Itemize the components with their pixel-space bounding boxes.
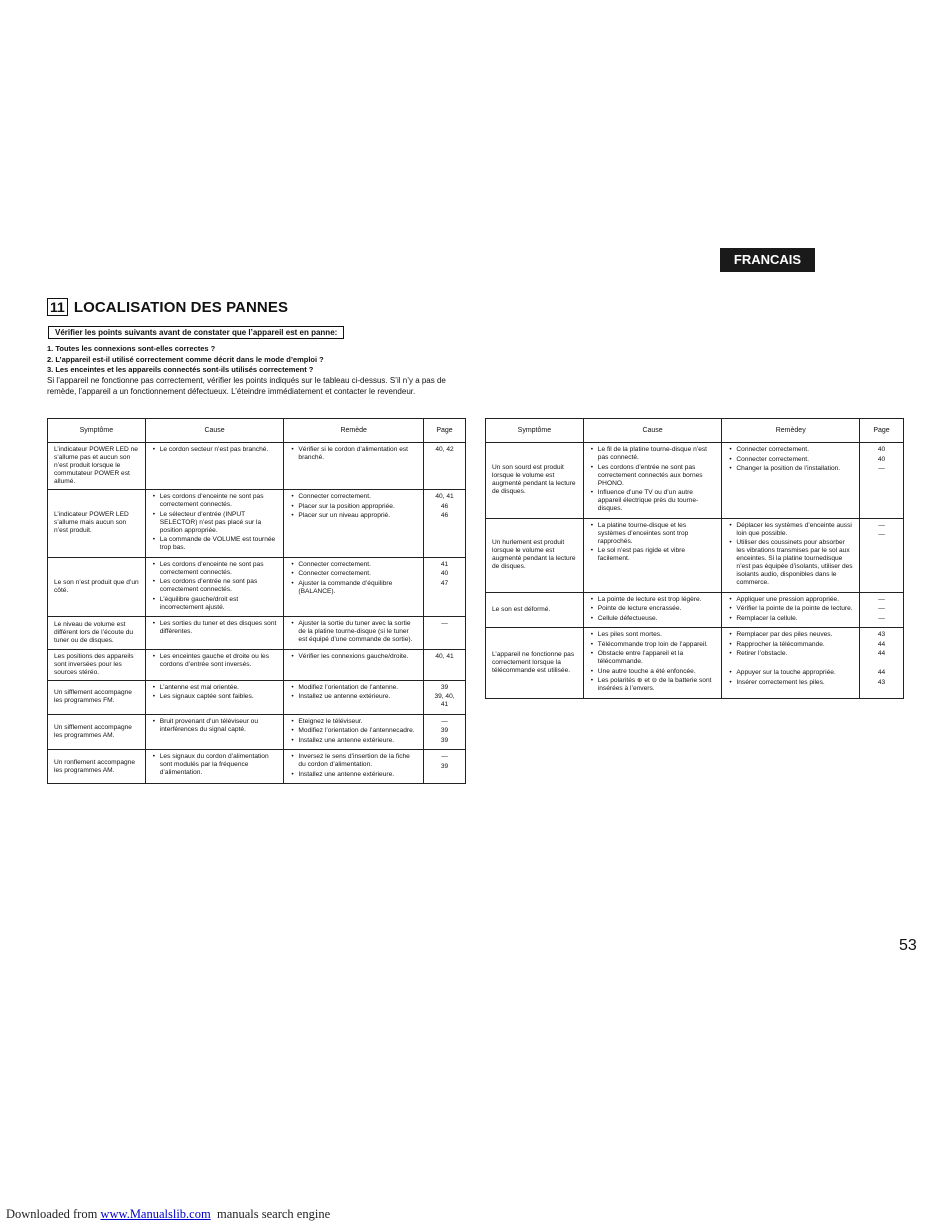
cause-item: • Obstacle entre l’appareil et la télécommande. <box>598 650 716 666</box>
page-cell <box>424 680 466 714</box>
cause-item: • Les piles sont mortes. <box>598 631 716 639</box>
cause-cell <box>145 750 284 784</box>
symptom-cell: Le son n’est produit que d’un côté. <box>48 557 146 617</box>
page-ref: 39 <box>440 683 449 691</box>
page-ref: — <box>878 521 885 529</box>
remedy-item: • Vérifier si le cordon d’alimentation est branché. <box>298 446 417 462</box>
section-number: 11 <box>47 298 68 316</box>
remedy-cell <box>722 592 860 628</box>
table-row <box>48 649 466 680</box>
header-symptom: Symptôme <box>486 419 584 443</box>
section-heading <box>47 298 288 316</box>
page-cell <box>424 649 466 680</box>
symptom-cell: Un hurlement est produit lorsque le volume est augmenté pendant la lecture de disques. <box>486 518 584 592</box>
remedy-item: • Déplacer les systèmes d’enceinte aussi loin que possible. <box>736 522 853 538</box>
remedy-item: • Connecter correctement. <box>298 493 417 501</box>
page-ref: — <box>441 753 448 760</box>
cause-item: • Les polarités ⊕ et ⊖ de la batterie sont insérées à l’envers. <box>598 677 716 693</box>
table-row <box>48 680 466 714</box>
remedy-cell <box>722 443 860 519</box>
remedy-item: • Ajuster la sortie du tuner avec la sortie de la platine tourne-disque (si le tuner est équipé d’une commande de sortie). <box>298 620 417 644</box>
checklist-item: 1. Toutes les connexions sont-elles correctes ? <box>47 344 216 353</box>
header-cause: Cause <box>583 419 722 443</box>
remedy-cell <box>284 490 424 558</box>
cause-item: • Les cordons d’entrée ne sont pas correctement connectés aux bornes PHONO. <box>598 464 716 488</box>
remedy-item: • Modifiez l’orientation de l’antennecadre. <box>298 727 417 735</box>
cause-cell <box>145 443 284 490</box>
remedy-item: • Changer la position de l’installation. <box>736 465 853 473</box>
page-ref: 40 <box>877 446 886 453</box>
page-ref: 39 <box>440 762 449 770</box>
table-row <box>48 490 466 558</box>
page-ref: — <box>878 595 885 603</box>
symptom-cell: Un sifflement accompagne les programmes FM. <box>48 680 146 714</box>
cause-item: • Pointe de lecture encrassée. <box>598 605 716 613</box>
symptom-cell: Un ronflement accompagne les programmes AM. <box>48 750 146 784</box>
page-cell <box>424 557 466 617</box>
page-ref <box>866 660 897 668</box>
page-ref: 41 <box>440 560 449 568</box>
checklist-item: 3. Les enceintes et les appareils connectés sont-ils utilisés correctement ? <box>47 365 314 374</box>
remedy-item: • Remplacer la cellule. <box>736 615 853 623</box>
cause-item: • Cellule défectueuse. <box>598 615 716 623</box>
cause-item: • Le fil de la platine tourne-disque n’est pas connecté. <box>598 446 716 462</box>
symptom-cell: Un son sourd est produit lorsque le volume est augmenté pendant la lecture de disques. <box>486 443 584 519</box>
symptom-cell: L’indicateur POWER LED ne s’allume pas et aucun son n’est produit lorsque le commutateur POWER est allumé. <box>48 443 146 490</box>
page-ref: — <box>878 614 885 622</box>
footer <box>6 1207 330 1222</box>
page-cell <box>424 714 466 750</box>
header-remedy: Remède <box>284 419 424 443</box>
page-number: 53 <box>899 937 917 954</box>
table-row <box>48 443 466 490</box>
page-ref: 43 <box>877 678 886 686</box>
remedy-item: • Eteignez le téléviseur. <box>298 718 417 726</box>
page-cell <box>424 750 466 784</box>
remedy-item: • Appuyer sur la touche appropriée. <box>736 669 853 677</box>
page-ref: — <box>878 605 885 612</box>
cause-cell <box>145 714 284 750</box>
remedy-cell <box>284 680 424 714</box>
page-ref: 40, 42 <box>435 446 454 453</box>
cause-cell <box>145 490 284 558</box>
remedy-item: • Installez une antenne extérieure. <box>298 771 417 779</box>
page-ref: 40, 41 <box>435 652 454 660</box>
symptom-cell: Un sifflement accompagne les programmes AM. <box>48 714 146 750</box>
table-row <box>486 518 904 592</box>
symptom-cell: Le niveau de volume est différent lors de l’écoute du tuner ou de disques. <box>48 617 146 650</box>
cause-cell <box>583 518 722 592</box>
cause-item: • L’équilibre gauche/droit est incorrectement ajusté. <box>160 596 278 612</box>
table-row <box>48 617 466 650</box>
cause-item: • Influence d’une TV ou d’un autre appareil électrique près du tourne-disques. <box>598 489 716 513</box>
page-ref: 39, 40, 41 <box>434 693 455 708</box>
header-symptom: Symptôme <box>48 419 146 443</box>
footer-suffix: manuals search engine <box>210 1207 331 1221</box>
remedy-item: • Placer sur la position appropriée. <box>298 503 417 511</box>
cause-item: • Les enceintes gauche et droite ou les cordons d’entrée sont inversés. <box>160 653 278 669</box>
remedy-item: • Installez une antenne extérieure. <box>298 737 417 745</box>
page-ref: 43 <box>877 631 886 638</box>
page-ref: 44 <box>877 669 886 676</box>
page-ref: 40 <box>440 570 449 577</box>
remedy-item <box>736 660 853 668</box>
troubleshooting-table-right <box>485 418 904 699</box>
page-ref: 46 <box>440 502 449 510</box>
check-notice: Vérifier les points suivants avant de constater que l’appareil est en panne: <box>48 326 344 339</box>
remedy-item: • Placer sur un niveau approprié. <box>298 512 417 520</box>
cause-item: • Télécommande trop loin de l’appareil. <box>598 641 716 649</box>
page-ref: 47 <box>440 579 449 587</box>
cause-item: • Les cordons d’entrée ne sont pas correctement connectés. <box>160 578 278 594</box>
remedy-item: • Modifiez l’orientation de l’antenne. <box>298 684 417 692</box>
cause-item: • La commande de VOLUME est tournée trop bas. <box>160 536 278 552</box>
table-row <box>486 628 904 699</box>
cause-item: • Le sol n’est pas rigide et vibre facilement. <box>598 547 716 563</box>
cause-cell <box>145 680 284 714</box>
page-ref: 39 <box>440 736 449 744</box>
intro-paragraph: Si l’appareil ne fonctionne pas correctement, vérifier les points indiqués sur le tableau ci-dessus. S’il n’y a pas de remède, l’appareil a un fonctionnement défectueux. L’éteindre immédiatement et contacter le revendeur. <box>47 376 446 396</box>
remedy-item: • Ajuster la commande d’équilibre (BALANCE). <box>298 580 417 596</box>
page-cell <box>860 628 904 699</box>
page-ref: 44 <box>877 650 886 657</box>
checklist-item: 2. L’appareil est-il utilisé correctement comme décrit dans le mode d’emploi ? <box>47 354 324 364</box>
cause-item: • Bruit provenant d’un téléviseur ou interférences du signal capté. <box>160 718 278 734</box>
cause-item: • La platine tourne-disque et les systèmes d’enceintes sont trop rapprochés. <box>598 522 716 546</box>
remedy-item: • Retirer l’obstacle. <box>736 650 853 658</box>
remedy-item: • Installez ue antenne extérieure. <box>298 693 417 701</box>
cause-item: • Les cordons d’enceinte ne sont pas correctement connectés. <box>160 561 278 577</box>
page-cell <box>860 443 904 519</box>
remedy-cell <box>722 518 860 592</box>
page-ref: — <box>441 620 448 627</box>
page-ref: 40 <box>877 455 886 463</box>
table-row <box>486 443 904 519</box>
page-cell <box>424 443 466 490</box>
footer-prefix: Downloaded from <box>6 1207 101 1221</box>
remedy-cell <box>284 443 424 490</box>
cause-item: • La pointe de lecture est trop légère. <box>598 596 716 604</box>
header-cause: Cause <box>145 419 284 443</box>
checklist <box>47 344 324 376</box>
table-row <box>48 557 466 617</box>
page-ref: 39 <box>440 727 449 734</box>
page-ref: 46 <box>440 512 449 519</box>
page-ref: — <box>878 465 885 472</box>
page-cell <box>424 617 466 650</box>
cause-cell <box>583 443 722 519</box>
cause-item: • Les signaux captée sont faibles. <box>160 693 278 701</box>
remedy-item: • Appliquer une pression appropriée. <box>736 596 853 604</box>
remedy-item: • Remplacer par des piles neuves. <box>736 631 853 639</box>
remedy-item: • Connecter correctement. <box>298 561 417 569</box>
cause-cell <box>583 628 722 699</box>
symptom-cell: L’appareil ne fonctionne pas correctement lorsque la télécommande est utilisée. <box>486 628 584 699</box>
table-row <box>48 750 466 784</box>
remedy-cell <box>284 714 424 750</box>
troubleshooting-table-left <box>47 418 466 784</box>
symptom-cell: Les positions des appareils sont inversées pour les sources stéréo. <box>48 649 146 680</box>
remedy-item: • Vérifier la pointe de la pointe de lecture. <box>736 605 853 613</box>
remedy-item: • Insérer correctement les piles. <box>736 679 853 687</box>
cause-item: • Les signaux du cordon d’alimentation sont modulés par la fréquence d’alimentation. <box>160 753 278 777</box>
page-cell <box>860 592 904 628</box>
table-row <box>48 714 466 750</box>
remedy-item: • Utiliser des coussinets pour absorber les vibrations transmises par le sol aux enceintes. Si la platine tournedisque n’est pas équipée d’isolants, utiliser des isolants audio, disponibles dans le commerce. <box>736 539 853 587</box>
page-ref: 40, 41 <box>435 493 454 500</box>
cause-cell <box>145 557 284 617</box>
page-cell <box>424 490 466 558</box>
remedy-item: • Vérifier les connexions gauche/droite. <box>298 653 417 661</box>
symptom-cell: Le son est déformé. <box>486 592 584 628</box>
header-page: Page <box>424 419 466 443</box>
language-tab: FRANCAIS <box>720 248 815 272</box>
page-ref: 44 <box>877 640 886 648</box>
cause-item: • L’antenne est mal orientée. <box>160 684 278 692</box>
remedy-item: • Inversez le sens d’insertion de la fiche du cordon d’alimentation. <box>298 753 417 769</box>
remedy-item: • Connecter correctement. <box>298 570 417 578</box>
cause-item: • Le cordon secteur n’est pas branché. <box>160 446 278 454</box>
footer-link[interactable]: www.Manualslib.com <box>100 1207 211 1221</box>
remedy-item: • Connecter correctement. <box>736 446 853 454</box>
cause-cell <box>583 592 722 628</box>
remedy-cell <box>284 750 424 784</box>
cause-cell <box>145 649 284 680</box>
header-remedy: Remèdey <box>722 419 860 443</box>
cause-item: • Le sélecteur d’entrée (INPUT SELECTOR) n’est pas placé sur la position appropriée. <box>160 511 278 535</box>
remedy-cell <box>284 617 424 650</box>
cause-cell <box>145 617 284 650</box>
remedy-item: • Rapprocher la télécommande. <box>736 641 853 649</box>
section-title: LOCALISATION DES PANNES <box>73 298 289 316</box>
symptom-cell: L’indicateur POWER LED s’allume mais aucun son n’est produit. <box>48 490 146 558</box>
remedy-item: • Connecter correctement. <box>736 456 853 464</box>
remedy-cell <box>722 628 860 699</box>
cause-item: • Les cordons d’enceinte ne sont pas correctement connectés. <box>160 493 278 509</box>
remedy-cell <box>284 649 424 680</box>
page-ref: — <box>878 531 885 538</box>
page-ref: — <box>441 717 448 725</box>
page-cell <box>860 518 904 592</box>
remedy-cell <box>284 557 424 617</box>
cause-item: • Une autre touche a été enfoncée. <box>598 668 716 676</box>
cause-item: • Les sorties du tuner et des disques sont différentes. <box>160 620 278 636</box>
header-page: Page <box>860 419 904 443</box>
table-row <box>486 592 904 628</box>
